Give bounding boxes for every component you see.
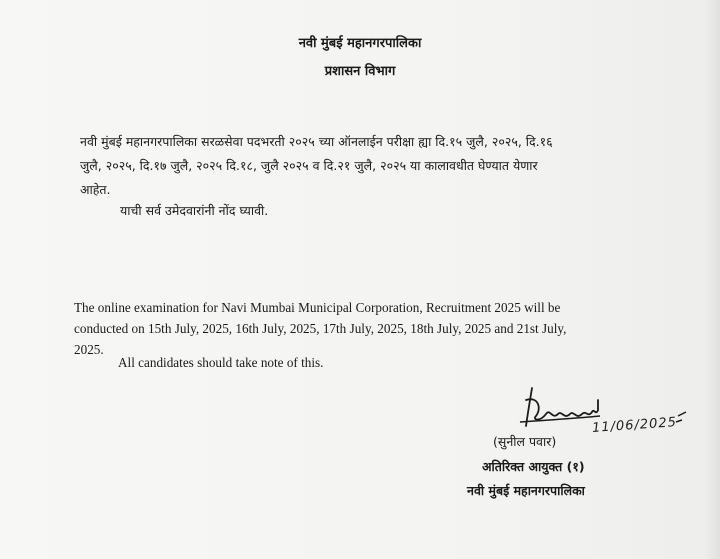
marathi-note: याची सर्व उमेदवारांनी नोंद घ्यावी.: [120, 203, 269, 218]
signature-date: 11/06/2025: [591, 415, 678, 436]
english-note: All candidates should take note of this.: [118, 355, 324, 370]
marathi-notice-line: जुलै, २०२५, दि.१७ जुलै, २०२५ दि.१८, जुलै २०२५ व दि.२१ जुलै, २०२५ या कालावधीत घेण्यात येणार: [80, 158, 538, 173]
marathi-notice-line: नवी मुंबई महानगरपालिका सरळसेवा पदभरती २०२५ च्या ऑनलाईन परीक्षा ह्या दि.१५ जुलै, २०२५, दि.१६: [80, 134, 553, 149]
signatory-designation: अतिरिक्त आयुक्त (१): [482, 459, 585, 474]
english-notice-line: conducted on 15th July, 2025, 16th July, 2025, 17th July, 2025, 18th July, 2025 and 21st July,: [74, 321, 567, 336]
marathi-notice-paragraph: [80, 130, 635, 202]
english-notice-line: 2025.: [74, 342, 104, 357]
signatory-organization: नवी मुंबई महानगरपालिका: [467, 483, 585, 498]
english-notice-paragraph: [74, 297, 634, 360]
header-department: प्रशासन विभाग: [324, 64, 396, 79]
signatory-name: (सुनील पवार): [493, 434, 557, 449]
marathi-notice-line: आहेत.: [80, 182, 111, 197]
english-notice-line: The online examination for Navi Mumbai Municipal Corporation, Recruitment 2025 will be: [74, 300, 561, 315]
header-org-title: नवी मुंबई महानगरपालिका: [298, 36, 422, 51]
